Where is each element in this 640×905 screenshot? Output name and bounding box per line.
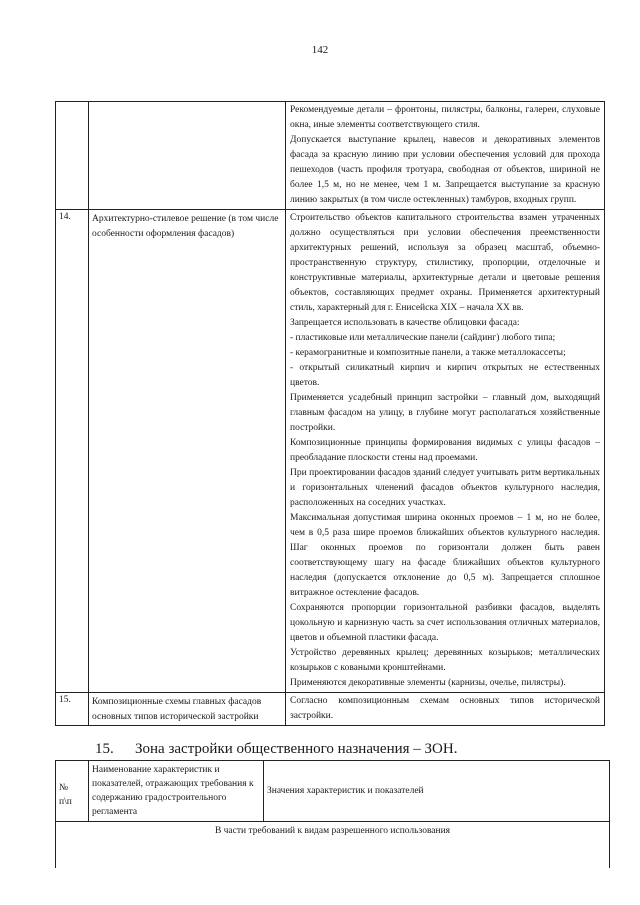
requirement-paragraph: Применяется усадебный принцип застройки – главный дом, выходящий главным фасадом на улицу, в глубине могут располагаться хозяйственные постройки. [290, 393, 600, 433]
table-row [56, 102, 605, 210]
zone-table [55, 760, 610, 868]
requirement-paragraph: Композиционные принципы формирования видимых с улицы фасадов – преобладание плоскости стены над проемами. [290, 438, 600, 463]
requirement-paragraph: Устройство деревянных крылец; деревянных козырьков; металлических козырьков с коваными кронштейнами. [290, 648, 600, 673]
col-number-header-text: № п\п [59, 783, 72, 807]
col-number-header [56, 761, 89, 822]
section-title: Зона застройки общественного назначения – ЗОН. [135, 741, 458, 757]
table-row [56, 693, 605, 726]
row-number: 14. [56, 210, 89, 693]
requirement-paragraph: Максимальная допустимая ширина оконных проемов – 1 м, но не более, чем в 0,5 раза шире проемов ближайших объектов культурного наследия. Шаг оконных проемов по горизонтали должен быть равен соответствующему шагу на фасаде ближайших объектов культурного наследия (допускается отклонение до 0,5 м). Запрещается сплошное витражное остекление фасадов. [290, 513, 600, 598]
requirement-paragraph: Запрещается использовать в качестве облицовки фасада: [290, 318, 520, 328]
requirement-paragraph: Рекомендуемые детали – фронтоны, пилястры, балконы, галереи, слуховые окна, иные элементы соответствующего стиля. [290, 105, 600, 130]
zone-table-header-row [56, 761, 610, 822]
section-number: 15. [95, 741, 114, 757]
requirement-paragraph: При проектировании фасадов зданий следует учитывать ритм вертикальных и горизонтальных членений фасадов объектов культурного наследия, расположенных на соседних участках. [290, 468, 600, 508]
page-number: 142 [311, 44, 329, 56]
zone-table-subheader-row [56, 822, 610, 869]
requirement-paragraph: Строительство объектов капитального строительства взамен утраченных должно осуществляться при условии обеспечения преемственности архитектурных решений, используя за образец масштаб, объемно-пространственную структуру, стилистику, пропорции, отделочные и конструктивные материалы, архитектурные детали и цветовые решения объектов, составляющих предмет охраны. Применяется архитектурный стиль, характерный для г. Енисейска XIX – начала XX вв. [290, 213, 600, 313]
regulation-table [55, 101, 605, 726]
zone-table-subheader: В части требований к видам разрешенного использования [56, 822, 610, 869]
requirement-paragraph: Применяются декоративные элементы (карнизы, очелье, пилястры). [290, 678, 566, 688]
row-number [56, 102, 89, 210]
row-characteristic: Архитектурно-стилевое решение (в том числе особенности оформления фасадов) [89, 210, 286, 693]
row-characteristic: Композиционные схемы главных фасадов основных типов исторической застройки [89, 693, 286, 726]
col-name-header: Наименование характеристик и показателей, отражающих требования к содержанию градостроительного регламента [89, 761, 264, 822]
requirement-paragraph: Допускается выступание крылец, навесов и декоративных элементов фасада за красную линию при условии обеспечения условий для прохода пешеходов (часть профиля тротуара, свободная от объектов, шириной не более 1,5 м, но не менее, чем 1 м. Запрещается выступание за красную линию закрытых (в том числе остекленных) тамбуров, входных групп. [290, 135, 600, 205]
requirement-paragraph: - керамогранитные и композитные панели, а также металлокассеты; [290, 348, 566, 358]
requirement-paragraph: Сохраняются пропорции горизонтальной разбивки фасадов, выделять цокольную и карнизную часть за счет использования отличных материалов, цветов и объемной пластики фасада. [290, 603, 600, 643]
row-characteristic [89, 102, 286, 210]
col-values-header: Значения характеристик и показателей [264, 761, 610, 822]
row-requirements [286, 102, 605, 210]
section-heading [95, 741, 457, 758]
row-number: 15. [56, 693, 89, 726]
table-row [56, 210, 605, 693]
row-requirements [286, 210, 605, 693]
row-requirements [286, 693, 605, 726]
requirement-paragraph: - открытый силикатный кирпич и кирпич открытых не естественных цветов. [290, 363, 600, 388]
requirement-paragraph: - пластиковые или металлические панели (сайдинг) любого типа; [290, 333, 556, 343]
requirement-paragraph: Согласно композиционным схемам основных типов исторической застройки. [290, 696, 600, 721]
